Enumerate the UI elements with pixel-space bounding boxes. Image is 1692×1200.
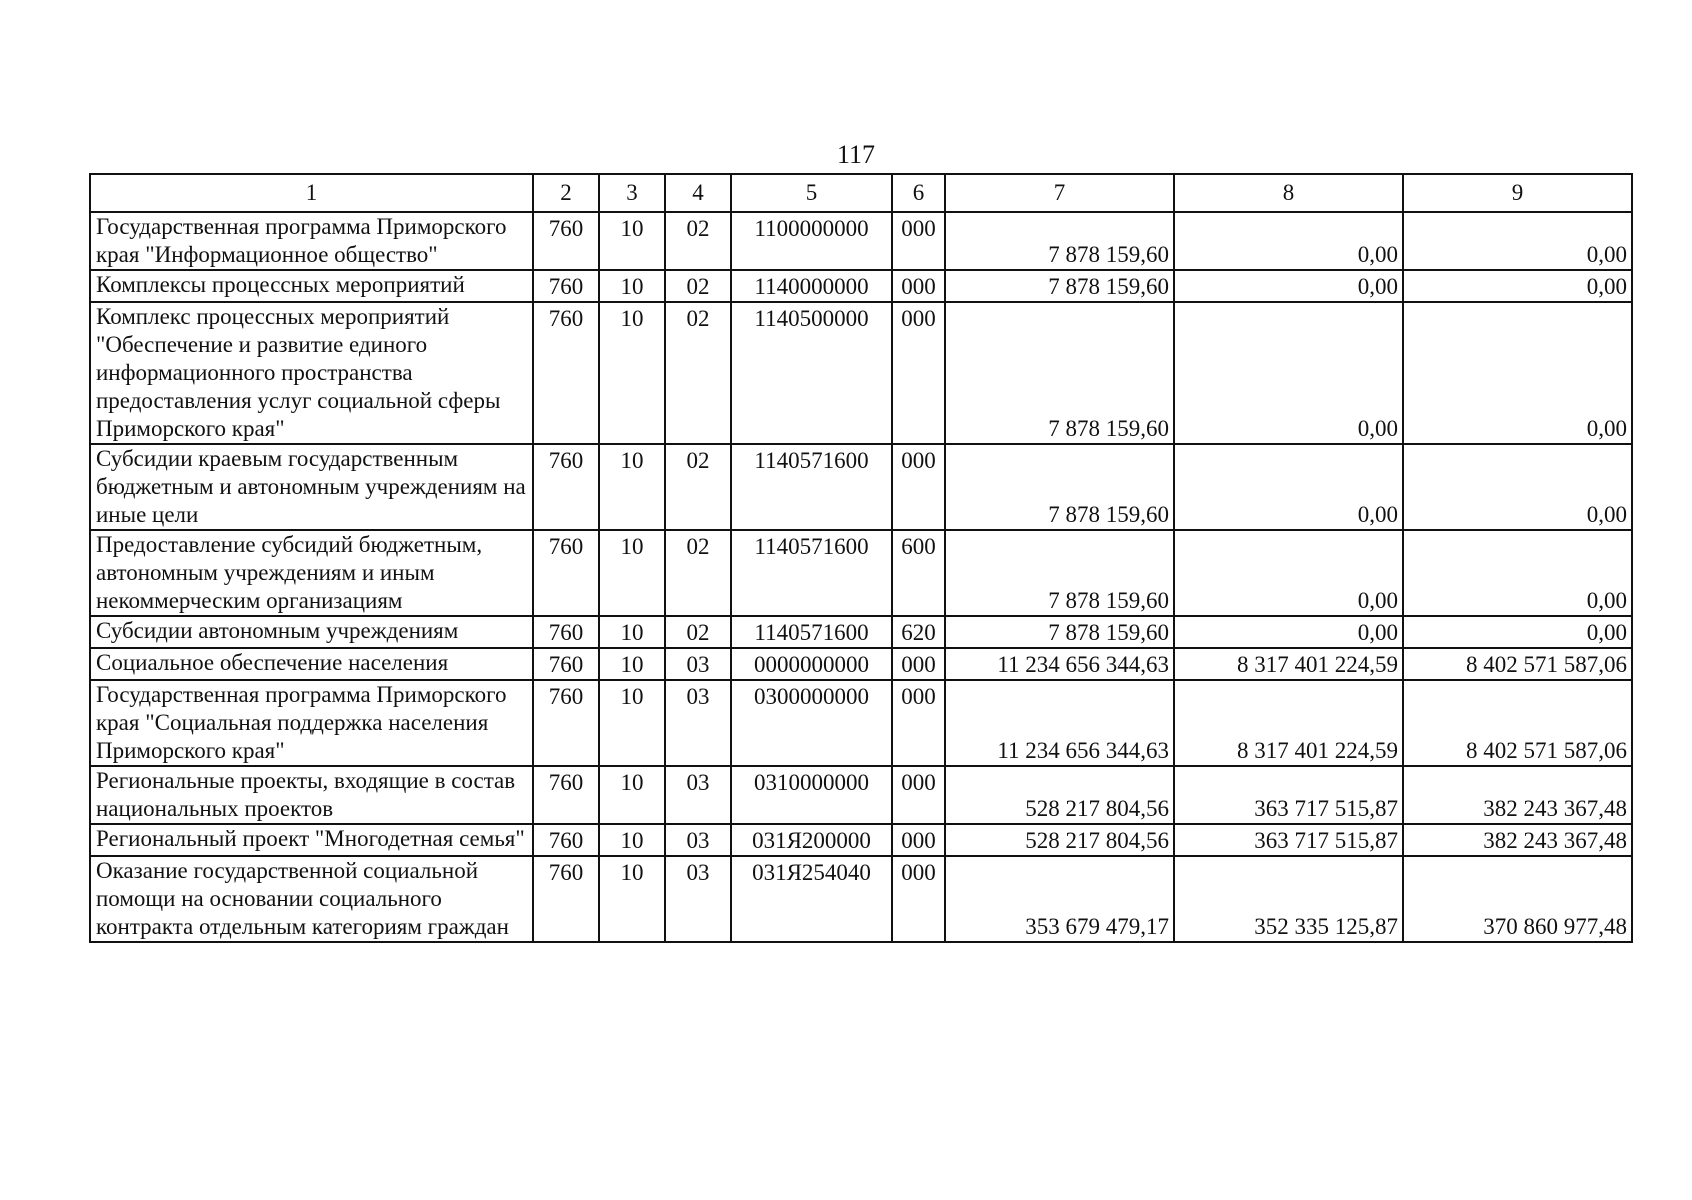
- table-row: [90, 212, 1632, 270]
- row-code-5: 1140571600: [731, 530, 892, 616]
- row-amount-7: 11 234 656 344,63: [945, 680, 1174, 766]
- row-name: Региональные проекты, входящие в состав национальных проектов: [90, 766, 533, 824]
- row-code-4: 02: [665, 270, 731, 302]
- row-code-4: 03: [665, 648, 731, 680]
- table-row: [90, 680, 1632, 766]
- row-code-5: 031Я200000: [731, 824, 892, 856]
- row-code-3: 10: [599, 212, 665, 270]
- header-cell: 1: [90, 174, 533, 212]
- row-code-4: 02: [665, 444, 731, 530]
- table-row: [90, 302, 1632, 444]
- row-code-6: 000: [892, 270, 945, 302]
- row-code-2: 760: [533, 648, 599, 680]
- row-code-2: 760: [533, 856, 599, 942]
- table-row: [90, 616, 1632, 648]
- row-code-3: 10: [599, 616, 665, 648]
- header-cell: 3: [599, 174, 665, 212]
- row-code-6: 000: [892, 648, 945, 680]
- row-code-4: 03: [665, 680, 731, 766]
- header-cell: 2: [533, 174, 599, 212]
- row-amount-8: 352 335 125,87: [1174, 856, 1403, 942]
- row-amount-7: 528 217 804,56: [945, 824, 1174, 856]
- budget-table: [89, 173, 1633, 943]
- row-amount-9: 0,00: [1403, 616, 1632, 648]
- row-code-2: 760: [533, 444, 599, 530]
- row-amount-9: 0,00: [1403, 212, 1632, 270]
- row-code-5: 031Я254040: [731, 856, 892, 942]
- row-code-4: 03: [665, 824, 731, 856]
- table-row: [90, 856, 1632, 942]
- row-amount-8: 0,00: [1174, 302, 1403, 444]
- row-amount-9: 0,00: [1403, 530, 1632, 616]
- row-code-5: 1140500000: [731, 302, 892, 444]
- row-amount-7: 7 878 159,60: [945, 302, 1174, 444]
- row-amount-8: 8 317 401 224,59: [1174, 648, 1403, 680]
- row-name: Оказание государственной социальной помощи на основании социального контракта отдельным категориям граждан: [90, 856, 533, 942]
- row-code-5: 1140000000: [731, 270, 892, 302]
- header-cell: 9: [1403, 174, 1632, 212]
- row-name: Государственная программа Приморского края "Информационное общество": [90, 212, 533, 270]
- row-code-4: 02: [665, 212, 731, 270]
- row-code-6: 000: [892, 212, 945, 270]
- row-amount-8: 0,00: [1174, 530, 1403, 616]
- row-amount-8: 0,00: [1174, 270, 1403, 302]
- row-code-3: 10: [599, 270, 665, 302]
- row-name: Субсидии автономным учреждениям: [90, 616, 533, 648]
- row-amount-7: 353 679 479,17: [945, 856, 1174, 942]
- row-code-6: 000: [892, 766, 945, 824]
- row-code-6: 620: [892, 616, 945, 648]
- row-code-3: 10: [599, 302, 665, 444]
- row-code-2: 760: [533, 824, 599, 856]
- table-row: [90, 648, 1632, 680]
- row-name: Комплексы процессных мероприятий: [90, 270, 533, 302]
- table-row: [90, 270, 1632, 302]
- row-code-4: 02: [665, 530, 731, 616]
- row-amount-9: 0,00: [1403, 444, 1632, 530]
- row-code-2: 760: [533, 616, 599, 648]
- row-code-6: 000: [892, 680, 945, 766]
- row-code-2: 760: [533, 212, 599, 270]
- row-amount-8: 0,00: [1174, 444, 1403, 530]
- row-code-2: 760: [533, 270, 599, 302]
- row-code-2: 760: [533, 302, 599, 444]
- row-code-2: 760: [533, 530, 599, 616]
- row-amount-7: 7 878 159,60: [945, 212, 1174, 270]
- row-code-5: 0310000000: [731, 766, 892, 824]
- table-row: [90, 444, 1632, 530]
- row-code-3: 10: [599, 444, 665, 530]
- row-code-2: 760: [533, 680, 599, 766]
- row-amount-8: 363 717 515,87: [1174, 824, 1403, 856]
- row-code-5: 1140571600: [731, 616, 892, 648]
- row-amount-7: 11 234 656 344,63: [945, 648, 1174, 680]
- table-row: [90, 766, 1632, 824]
- row-code-3: 10: [599, 766, 665, 824]
- row-amount-8: 8 317 401 224,59: [1174, 680, 1403, 766]
- row-name: Социальное обеспечение населения: [90, 648, 533, 680]
- row-amount-9: 382 243 367,48: [1403, 766, 1632, 824]
- row-code-6: 000: [892, 444, 945, 530]
- row-code-4: 03: [665, 856, 731, 942]
- row-amount-7: 528 217 804,56: [945, 766, 1174, 824]
- row-code-3: 10: [599, 680, 665, 766]
- row-amount-7: 7 878 159,60: [945, 616, 1174, 648]
- row-code-4: 02: [665, 616, 731, 648]
- header-cell: 4: [665, 174, 731, 212]
- row-amount-8: 363 717 515,87: [1174, 766, 1403, 824]
- row-amount-9: 370 860 977,48: [1403, 856, 1632, 942]
- row-code-3: 10: [599, 648, 665, 680]
- row-code-5: 1100000000: [731, 212, 892, 270]
- table-row: [90, 824, 1632, 856]
- row-code-3: 10: [599, 530, 665, 616]
- row-code-5: 0300000000: [731, 680, 892, 766]
- row-amount-9: 0,00: [1403, 270, 1632, 302]
- row-code-4: 03: [665, 766, 731, 824]
- page-number: 117: [836, 140, 876, 169]
- row-amount-9: 382 243 367,48: [1403, 824, 1632, 856]
- row-amount-8: 0,00: [1174, 212, 1403, 270]
- row-name: Предоставление субсидий бюджетным, автономным учреждениям и иным некоммерческим организациям: [90, 530, 533, 616]
- row-code-6: 600: [892, 530, 945, 616]
- header-row: [90, 174, 1632, 212]
- row-amount-9: 8 402 571 587,06: [1403, 680, 1632, 766]
- row-name: Государственная программа Приморского края "Социальная поддержка населения Приморского края": [90, 680, 533, 766]
- row-name: Субсидии краевым государственным бюджетным и автономным учреждениям на иные цели: [90, 444, 533, 530]
- row-amount-7: 7 878 159,60: [945, 270, 1174, 302]
- row-code-3: 10: [599, 824, 665, 856]
- row-amount-8: 0,00: [1174, 616, 1403, 648]
- row-code-6: 000: [892, 302, 945, 444]
- row-amount-7: 7 878 159,60: [945, 444, 1174, 530]
- row-code-3: 10: [599, 856, 665, 942]
- row-code-5: 1140571600: [731, 444, 892, 530]
- row-code-2: 760: [533, 766, 599, 824]
- row-name: Комплекс процессных мероприятий "Обеспечение и развитие единого информационного пространства предоставления услуг социальной сферы Приморского края": [90, 302, 533, 444]
- row-amount-9: 0,00: [1403, 302, 1632, 444]
- row-code-6: 000: [892, 856, 945, 942]
- row-amount-7: 7 878 159,60: [945, 530, 1174, 616]
- row-code-6: 000: [892, 824, 945, 856]
- header-cell: 6: [892, 174, 945, 212]
- table-row: [90, 530, 1632, 616]
- header-cell: 5: [731, 174, 892, 212]
- header-cell: 8: [1174, 174, 1403, 212]
- row-code-5: 0000000000: [731, 648, 892, 680]
- row-code-4: 02: [665, 302, 731, 444]
- header-cell: 7: [945, 174, 1174, 212]
- row-amount-9: 8 402 571 587,06: [1403, 648, 1632, 680]
- row-name: Региональный проект "Многодетная семья": [90, 824, 533, 856]
